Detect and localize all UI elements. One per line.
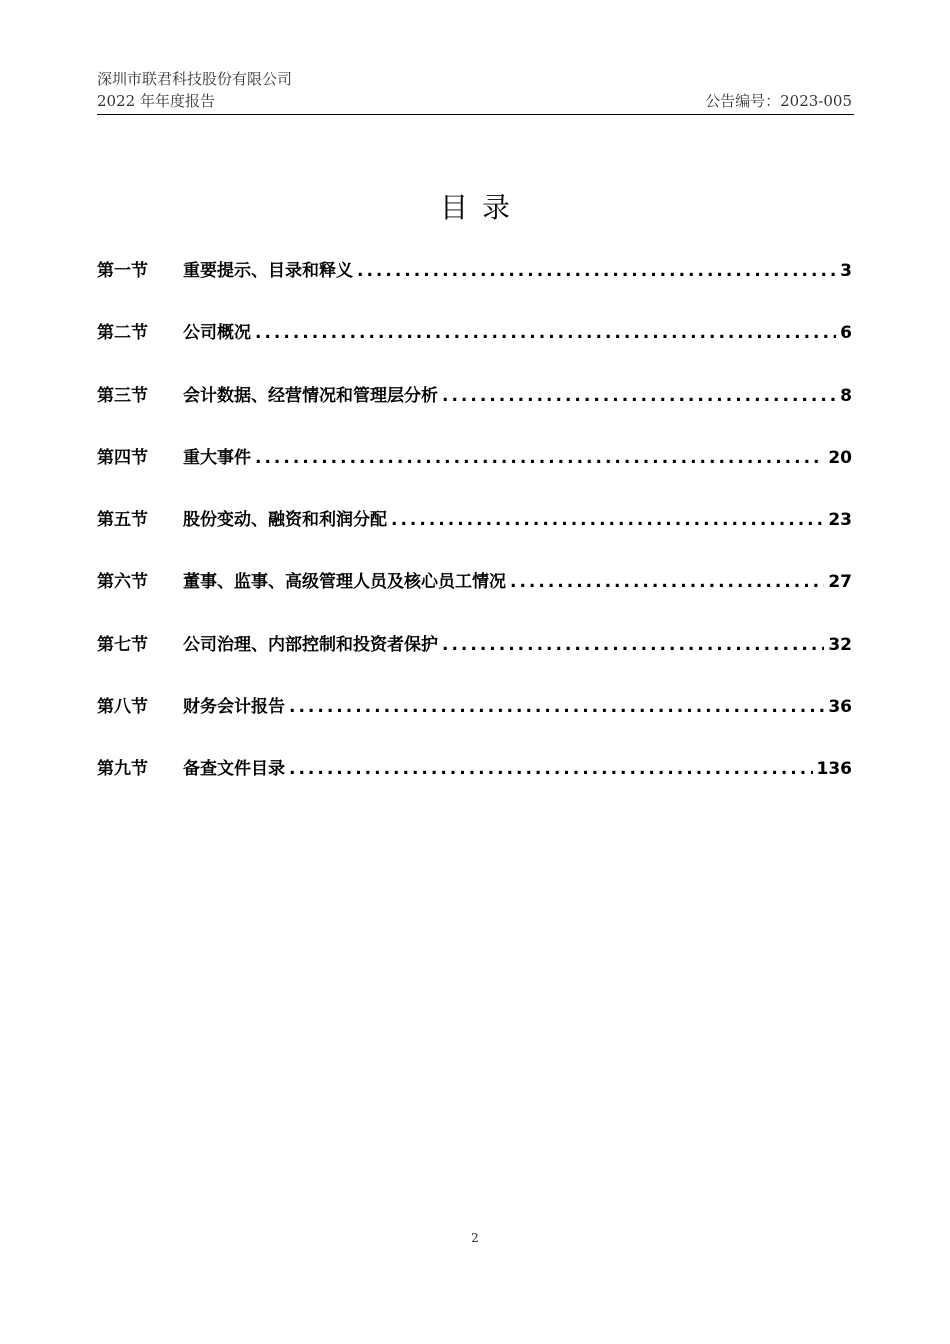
toc-entry-1[interactable] [97,258,852,320]
toc-section-label: 第三节 [97,385,148,406]
toc-dot-leader [289,756,813,782]
toc-page-number: 23 [828,510,852,531]
toc-section-title: 重要提示、目录和释义 [183,261,353,281]
company-name: 深圳市联君科技股份有限公司 [97,70,293,88]
notice-number: 公告编号：2023-005 [705,92,852,110]
toc-entry-4[interactable] [97,445,852,507]
toc-entry-6[interactable] [97,569,852,631]
toc-dot-leader [255,445,824,471]
toc-page-number: 8 [840,385,852,406]
toc-section-title: 股份变动、融资和利润分配 [183,510,387,531]
toc-dot-leader [289,694,824,720]
toc-dot-leader [442,383,836,409]
toc-page-number: 32 [828,634,852,655]
toc-dot-leader [391,507,824,533]
toc-section-label: 第二节 [97,323,148,344]
toc-section-title: 重大事件 [183,447,251,468]
toc-entry-8[interactable] [97,694,852,756]
toc-dot-leader [510,569,824,595]
toc-section-title: 会计数据、经营情况和管理层分析 [183,385,438,406]
toc-entry-9[interactable] [97,756,852,818]
report-title: 2022 年年度报告 [97,92,215,110]
toc-section-label: 第四节 [97,447,148,468]
page-number: 2 [471,1231,479,1245]
toc-section-title: 董事、监事、高级管理人员及核心员工情况 [183,572,506,593]
toc-dot-leader [357,258,836,284]
toc-section-label: 第七节 [97,634,148,655]
toc-page-number: 136 [816,759,852,780]
toc-page-number: 3 [840,261,852,281]
toc-page-number: 27 [828,572,852,593]
toc-section-label: 第一节 [97,261,148,281]
table-of-contents [97,258,852,819]
toc-page-number: 6 [840,323,852,344]
toc-section-label: 第九节 [97,759,148,780]
toc-entry-7[interactable] [97,632,852,694]
toc-section-label: 第八节 [97,697,148,718]
toc-page-number: 36 [828,697,852,718]
toc-dot-leader [442,632,824,658]
toc-section-label: 第六节 [97,572,148,593]
toc-page-number: 20 [828,447,852,468]
toc-section-title: 公司概况 [183,323,251,344]
toc-heading: 目录 [439,191,524,224]
toc-entry-5[interactable] [97,507,852,569]
page-header [97,66,854,115]
toc-entry-3[interactable] [97,383,852,445]
toc-section-title: 公司治理、内部控制和投资者保护 [183,634,438,655]
toc-entry-2[interactable] [97,320,852,382]
toc-dot-leader [255,320,836,346]
toc-section-label: 第五节 [97,510,148,531]
toc-section-title: 备查文件目录 [183,759,285,780]
toc-section-title: 财务会计报告 [183,697,285,718]
